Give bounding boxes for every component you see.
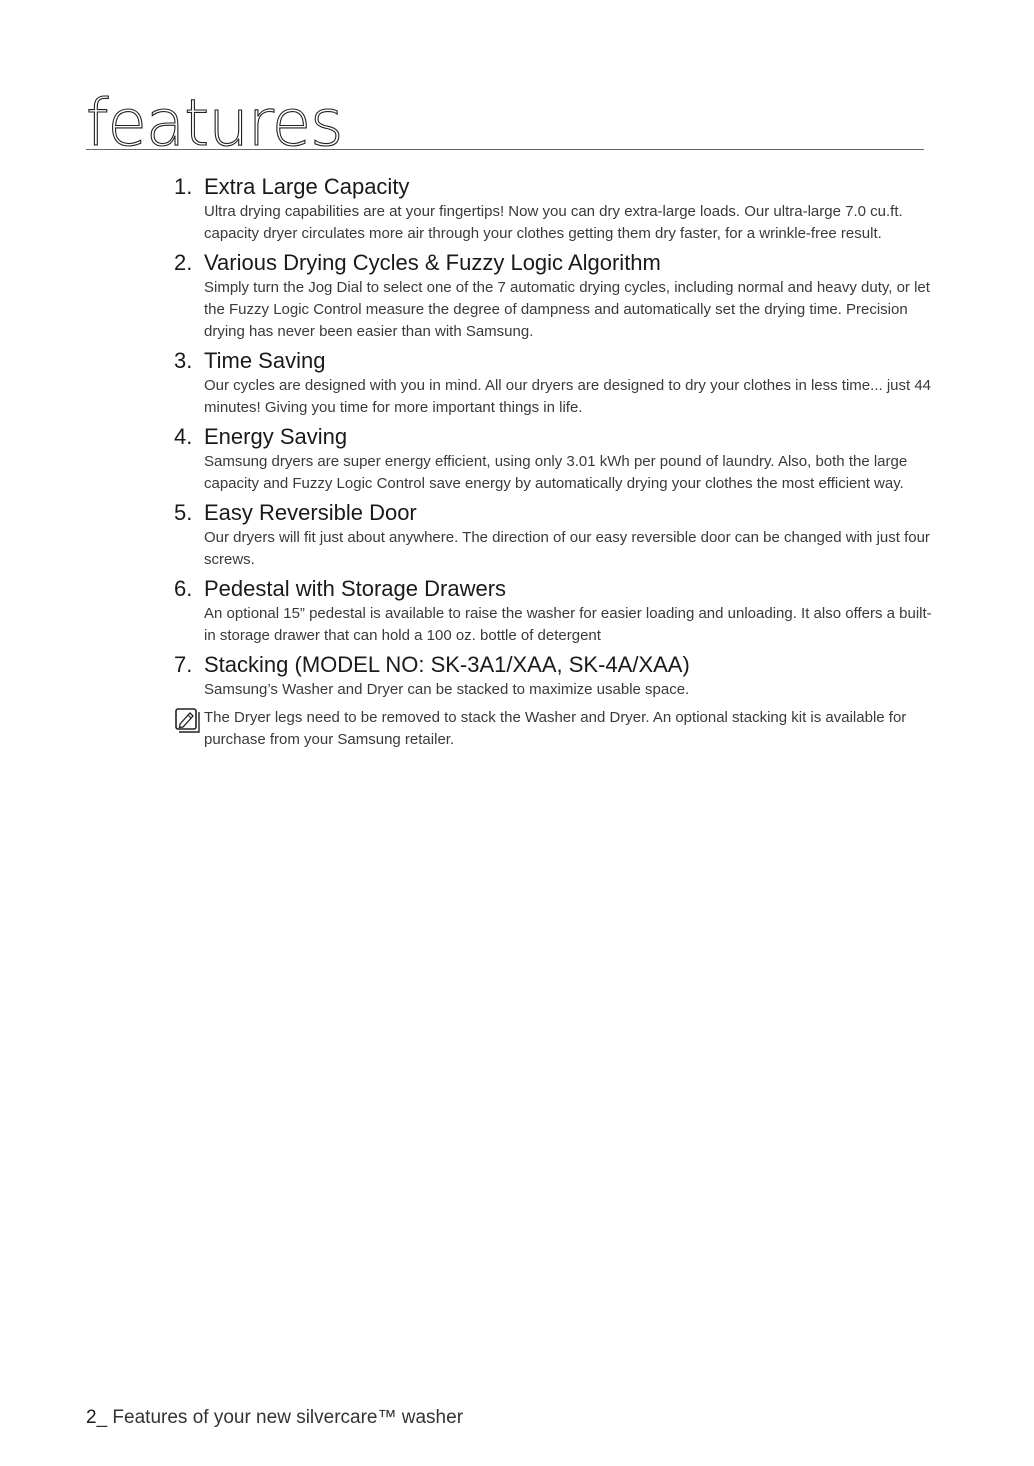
- feature-description: An optional 15” pedestal is available to raise the washer for easier loading and unloading. It also offers a built-in storage drawer that can hold a 100 oz. bottle of detergent: [204, 605, 932, 644]
- feature-title: Easy Reversible Door: [204, 500, 417, 525]
- feature-list: [174, 172, 934, 751]
- feature-title: Time Saving: [204, 348, 326, 373]
- feature-title: Extra Large Capacity: [204, 174, 410, 199]
- feature-item-pedestal: [174, 574, 934, 647]
- feature-heading: [174, 422, 934, 451]
- feature-description: Samsung’s Washer and Dryer can be stacked to maximize usable space.: [204, 681, 690, 698]
- feature-number: 5.: [174, 500, 193, 525]
- feature-number: 7.: [174, 652, 193, 677]
- feature-heading: [174, 172, 934, 201]
- feature-description: Ultra drying capabilities are at your fingertips! Now you can dry extra-large loads. Our ultra-large 7.0 cu.ft. capacity dryer circulates more air through your clothes getting them dry faster, for a wrinkle-free result.: [204, 203, 903, 242]
- note-icon: [174, 707, 204, 735]
- feature-title: Energy Saving: [204, 424, 348, 449]
- feature-number: 3.: [174, 348, 193, 373]
- feature-number: 2.: [174, 250, 193, 275]
- feature-number: 4.: [174, 424, 193, 449]
- feature-heading: [174, 650, 934, 679]
- feature-item-energy-saving: [174, 422, 934, 495]
- footer-separator: _: [96, 1407, 108, 1428]
- page-title: features: [86, 87, 343, 161]
- feature-heading: [174, 498, 934, 527]
- feature-description: Our cycles are designed with you in mind. All our dryers are designed to dry your clothes in less time... just 44 minutes! Giving you time for more important things in life.: [204, 377, 932, 416]
- footer-text: Features of your new silvercare™ washer: [107, 1407, 464, 1428]
- page-number: 2: [86, 1407, 97, 1428]
- stacking-note: [174, 707, 934, 751]
- feature-item-drying-cycles: [174, 248, 934, 343]
- title-divider: [86, 149, 924, 150]
- feature-description: Simply turn the Jog Dial to select one of the 7 automatic drying cycles, including normal and heavy duty, or let the Fuzzy Logic Control measure the degree of dampness and automatically set the drying time. Precision drying has never been easier than with Samsung.: [204, 279, 930, 340]
- feature-heading: [174, 248, 934, 277]
- feature-title: Stacking (MODEL NO: SK-3A1/XAA, SK-4A/XAA): [204, 652, 690, 677]
- page-footer: [86, 1406, 463, 1430]
- feature-item-extra-large-capacity: [174, 172, 934, 245]
- feature-number: 1.: [174, 174, 193, 199]
- note-text: The Dryer legs need to be removed to stack the Washer and Dryer. An optional stacking kit is available for purchase from your Samsung retailer.: [204, 709, 907, 748]
- feature-number: 6.: [174, 576, 193, 601]
- feature-title: Pedestal with Storage Drawers: [204, 576, 507, 601]
- feature-description: Our dryers will fit just about anywhere. The direction of our easy reversible door can be changed with just four screws.: [204, 529, 930, 568]
- feature-title: Various Drying Cycles & Fuzzy Logic Algorithm: [204, 250, 661, 275]
- feature-heading: [174, 346, 934, 375]
- feature-item-stacking: [174, 650, 934, 701]
- feature-item-time-saving: [174, 346, 934, 419]
- feature-description: Samsung dryers are super energy efficient, using only 3.01 kWh per pound of laundry. Also, both the large capacity and Fuzzy Logic Control save energy by automatically drying your clothes the most efficient way.: [204, 453, 908, 492]
- feature-heading: [174, 574, 934, 603]
- feature-item-reversible-door: [174, 498, 934, 571]
